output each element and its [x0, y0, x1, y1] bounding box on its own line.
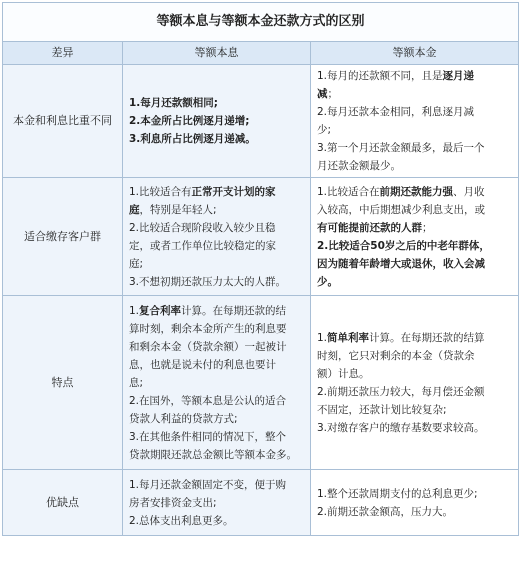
row-label: 优缺点: [3, 470, 123, 536]
cell-line: [317, 419, 512, 437]
text-run: 房者安排资金支出;: [129, 496, 217, 509]
cell-equal-installment: [123, 65, 311, 178]
cell-line: [317, 139, 512, 157]
table-header-row: [3, 42, 519, 65]
bold-text-run: 简单利率: [327, 331, 370, 344]
text-run: 2.总体支出利息更多。: [129, 514, 234, 527]
text-run: 1.比较适合在: [317, 185, 380, 198]
header-equal-installment: 等额本息: [123, 42, 311, 65]
table-row: [3, 470, 519, 536]
text-run: 庭;: [129, 257, 144, 270]
bold-text-run: 前期还款能力强: [379, 185, 454, 198]
text-run: 2.前期还款金额高，压力大。: [317, 505, 454, 518]
cell-line: [317, 85, 512, 103]
cell-line: [129, 494, 304, 512]
cell-line: [129, 130, 304, 148]
text-run: 1.每月的还款额不同，且是: [317, 70, 443, 82]
cell-line: [129, 201, 304, 219]
cell-line: [317, 273, 512, 291]
bold-text-run: 3.利息所占比例逐月递减。: [129, 133, 256, 145]
cell-equal-principal: [311, 65, 519, 178]
bold-text-run: 正常开支计划的家: [191, 185, 276, 198]
cell-line: [129, 512, 304, 530]
cell-line: [317, 485, 512, 503]
text-run: ，特别是年轻人;: [139, 203, 217, 216]
table-title-row: [3, 3, 519, 42]
bold-text-run: 复合利率: [139, 304, 182, 317]
bold-text-run: 减: [317, 88, 328, 100]
cell-line: [129, 428, 304, 446]
cell-line: [129, 219, 304, 237]
text-run: 入较高，中后期想减少利息支出，或: [317, 203, 485, 216]
cell-line: [129, 392, 304, 410]
bold-text-run: 逐月递: [442, 70, 475, 82]
text-run: 月还款金额最少。: [317, 160, 401, 172]
bold-text-run: 有可能提前还款的人群: [317, 221, 422, 234]
cell-line: [129, 183, 304, 201]
text-run: 不固定，还款计划比较复杂;: [317, 403, 447, 416]
cell-equal-principal: [311, 178, 519, 296]
row-label: 特点: [3, 296, 123, 470]
text-run: 1.整个还款周期支付的总利息更少;: [317, 487, 478, 500]
text-run: 息，也就是说未付的利息也要计: [129, 358, 276, 371]
text-run: ；: [327, 88, 338, 100]
text-run: 息;: [129, 376, 144, 389]
text-run: 时刻，它只对剩余的本金（贷款余: [317, 349, 475, 362]
text-run: 额）计息。: [317, 367, 370, 380]
cell-line: [317, 219, 512, 237]
table-title: 等额本息与等额本金还款方式的区别: [3, 3, 519, 42]
cell-line: [317, 121, 512, 139]
cell-equal-principal: [311, 296, 519, 470]
text-run: 计算。在每期还款的结算: [369, 331, 485, 344]
cell-line: [317, 183, 512, 201]
cell-line: [129, 273, 304, 291]
cell-equal-installment: [123, 470, 311, 536]
cell-line: [317, 237, 512, 255]
cell-line: [129, 476, 304, 494]
text-run: 3.对缴存客户的缴存基数要求较高。: [317, 421, 485, 434]
table-row: [3, 296, 519, 470]
cell-line: [317, 329, 512, 347]
cell-line: [317, 103, 512, 121]
cell-line: [317, 67, 512, 85]
cell-line: [317, 365, 512, 383]
cell-line: [129, 237, 304, 255]
text-run: 算时刻，剩余本金所产生的利息要: [129, 322, 287, 335]
cell-equal-installment: [123, 178, 311, 296]
text-run: 1.每月还款金额固定不变，便于购: [129, 478, 287, 491]
bold-text-run: 少。: [317, 275, 338, 288]
header-equal-principal: 等额本金: [311, 42, 519, 65]
text-run: 贷款期限还款总金额比等额本金多。: [129, 448, 297, 461]
cell-line: [317, 255, 512, 273]
text-run: 2.每月还款本金相同，利息逐月减: [317, 106, 475, 118]
table-row: [3, 65, 519, 178]
text-run: 定，或者工作单位比较稳定的家: [129, 239, 276, 252]
header-difference: 差异: [3, 42, 123, 65]
text-run: 1.比较适合有: [129, 185, 192, 198]
cell-line: [317, 201, 512, 219]
text-run: 3.第一个月还款金额最多，最后一个: [317, 142, 485, 154]
cell-line: [129, 255, 304, 273]
text-run: 2.前期还款压力较大，每月偿还金额: [317, 385, 485, 398]
cell-line: [317, 347, 512, 365]
cell-line: [129, 94, 304, 112]
text-run: 3.在其他条件相同的情况下，整个: [129, 430, 287, 443]
text-run: 2.比较适合现阶段收入较少且稳: [129, 221, 276, 234]
comparison-table-container: [2, 2, 518, 558]
cell-line: [129, 338, 304, 356]
bold-text-run: 2.本金所占比例逐月递增;: [129, 115, 250, 127]
cell-line: [129, 374, 304, 392]
row-label: 适合缴存客户群: [3, 178, 123, 296]
text-run: 1.: [317, 331, 328, 344]
text-run: 贷款人利益的贷款方式;: [129, 412, 238, 425]
cell-equal-principal: [311, 470, 519, 536]
cell-equal-installment: [123, 296, 311, 470]
bold-text-run: 因为随着年龄增大或退休，收入会减: [317, 257, 485, 270]
text-run: 1.: [129, 304, 140, 317]
text-run: 和剩余本金（贷款余额）一起被计: [129, 340, 287, 353]
cell-line: [129, 112, 304, 130]
cell-line: [129, 410, 304, 428]
cell-line: [129, 302, 304, 320]
cell-line: [317, 401, 512, 419]
text-run: 计算。在每期还款的结: [181, 304, 287, 317]
bold-text-run: 1.每月还款额相同;: [129, 97, 218, 109]
row-label: 本金和利息比重不同: [3, 65, 123, 178]
text-run: 少;: [317, 124, 332, 136]
cell-line: [129, 356, 304, 374]
cell-line: [317, 503, 512, 521]
cell-line: [317, 157, 512, 175]
cell-line: [129, 446, 304, 464]
text-run: 、月收: [453, 185, 485, 198]
text-run: ；: [422, 221, 433, 234]
text-run: 2.在国外，等额本息是公认的适合: [129, 394, 287, 407]
text-run: 3.不想初期还款压力太大的人群。: [129, 275, 287, 288]
cell-line: [317, 383, 512, 401]
bold-text-run: 庭: [129, 203, 140, 216]
bold-text-run: 2.比较适合50岁之后的中老年群体，: [317, 239, 490, 252]
table-row: [3, 178, 519, 296]
comparison-table: [2, 2, 519, 536]
cell-line: [129, 320, 304, 338]
